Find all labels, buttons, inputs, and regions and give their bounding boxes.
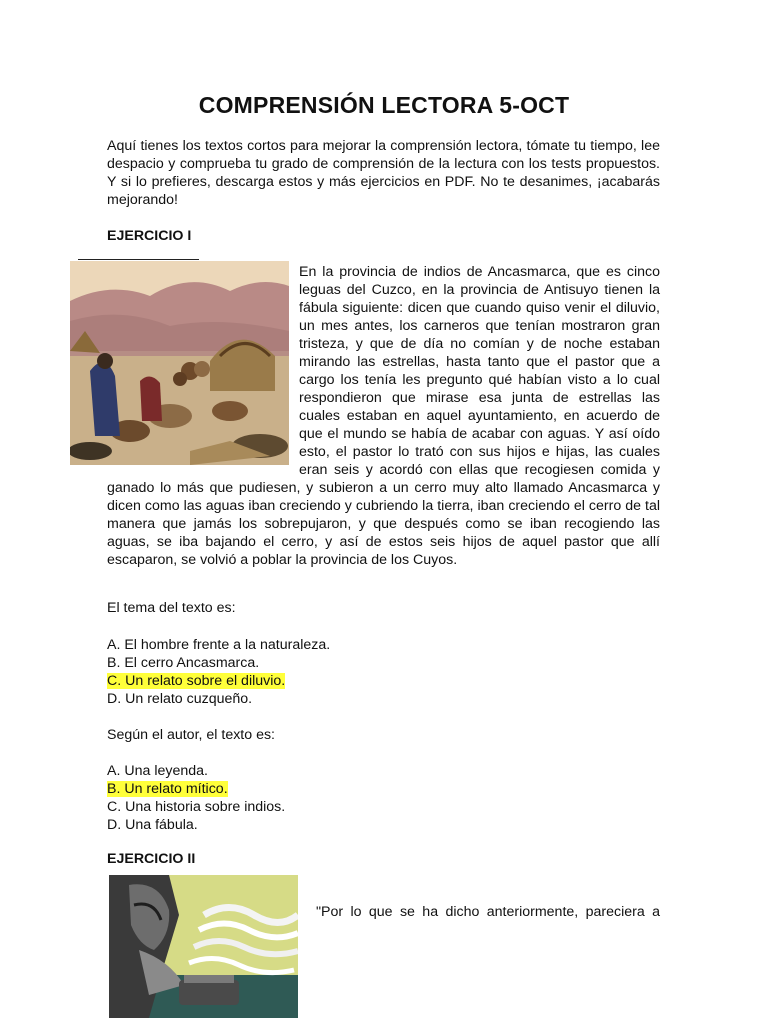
question-2-option-d: D. Una fábula.: [107, 817, 198, 833]
image-top-rule: [78, 259, 199, 260]
question-2-option-c: C. Una historia sobre indios.: [107, 799, 286, 815]
thinker-illustration: [109, 875, 298, 1018]
question-2-option-b: [107, 780, 228, 798]
exercise-1-text-block: [107, 263, 660, 569]
intro-paragraph: Aquí tienes los textos cortos para mejorar la comprensión lectora, tómate tu tiempo, lee despacio y comprueba tu grado de comprensión de la lectura con los tests propuestos. Y si lo prefieres, descarga estos y más ejercicios en PDF. No te desanimes, ¡acabarás mejorando!: [107, 138, 660, 208]
question-1-option-c: [107, 672, 285, 690]
question-2-prompt: Según el autor, el texto es:: [107, 727, 275, 743]
question-1-option-d: D. Un relato cuzqueño.: [107, 691, 253, 707]
question-2-option-a: A. Una leyenda.: [107, 763, 208, 779]
highlighted-answer: C. Un relato sobre el diluvio.: [107, 673, 286, 689]
exercise-2-heading: EJERCICIO II: [107, 851, 196, 867]
page-title: COMPRENSIÓN LECTORA 5-OCT: [198, 92, 570, 118]
question-1-option-b: B. El cerro Ancasmarca.: [107, 655, 260, 671]
exercise-2-passage-start: "Por lo que se ha dicho anteriormente, pareciera a: [316, 904, 660, 920]
highlighted-answer: B. Un relato mítico.: [107, 781, 228, 797]
exercise-1-heading: EJERCICIO I: [107, 228, 192, 244]
exercise-1-passage: En la provincia de indios de Ancasmarca, que es cinco leguas del Cuzco, en la provincia de Antisuyo tienen la fábula siguiente: dicen que cuando quiso venir el diluvio, un mes antes, los carneros que tenían mostraron gran tristeza, y que de día no comían y de noche estaban mirando las estrellas, hasta tanto que el pastor que a cargo los tenía les pregunto qué habían visto a lo cual respondieron que mirase esa junta de estrellas las cuales estaban en aquel ayuntamiento, en acuerdo de que el mundo se había de acabar con aguas. Y así oído esto, el pastor lo trató con sus hijos e hijas, las cuales eran seis y acordó con ellas que recogiesen comida y ganado lo más que pudiesen, y subieron a un cerro muy alto llamado Ancasmarca y dicen como las aguas iban creciendo y cubriendo la tierra, iban creciendo el cerro de tal manera que jamás los sobrepujaron, y que después como se iban recogiendo las aguas, se iba bajando el cerro, y así de estos seis hijos de aquel pastor que allí escaparon, se volvió a poblar la provincia de los Cuyos.: [107, 264, 660, 568]
question-1-option-a: A. El hombre frente a la naturaleza.: [107, 637, 331, 653]
image-wrap-spacer: [107, 263, 299, 470]
question-1-prompt: El tema del texto es:: [107, 600, 236, 616]
